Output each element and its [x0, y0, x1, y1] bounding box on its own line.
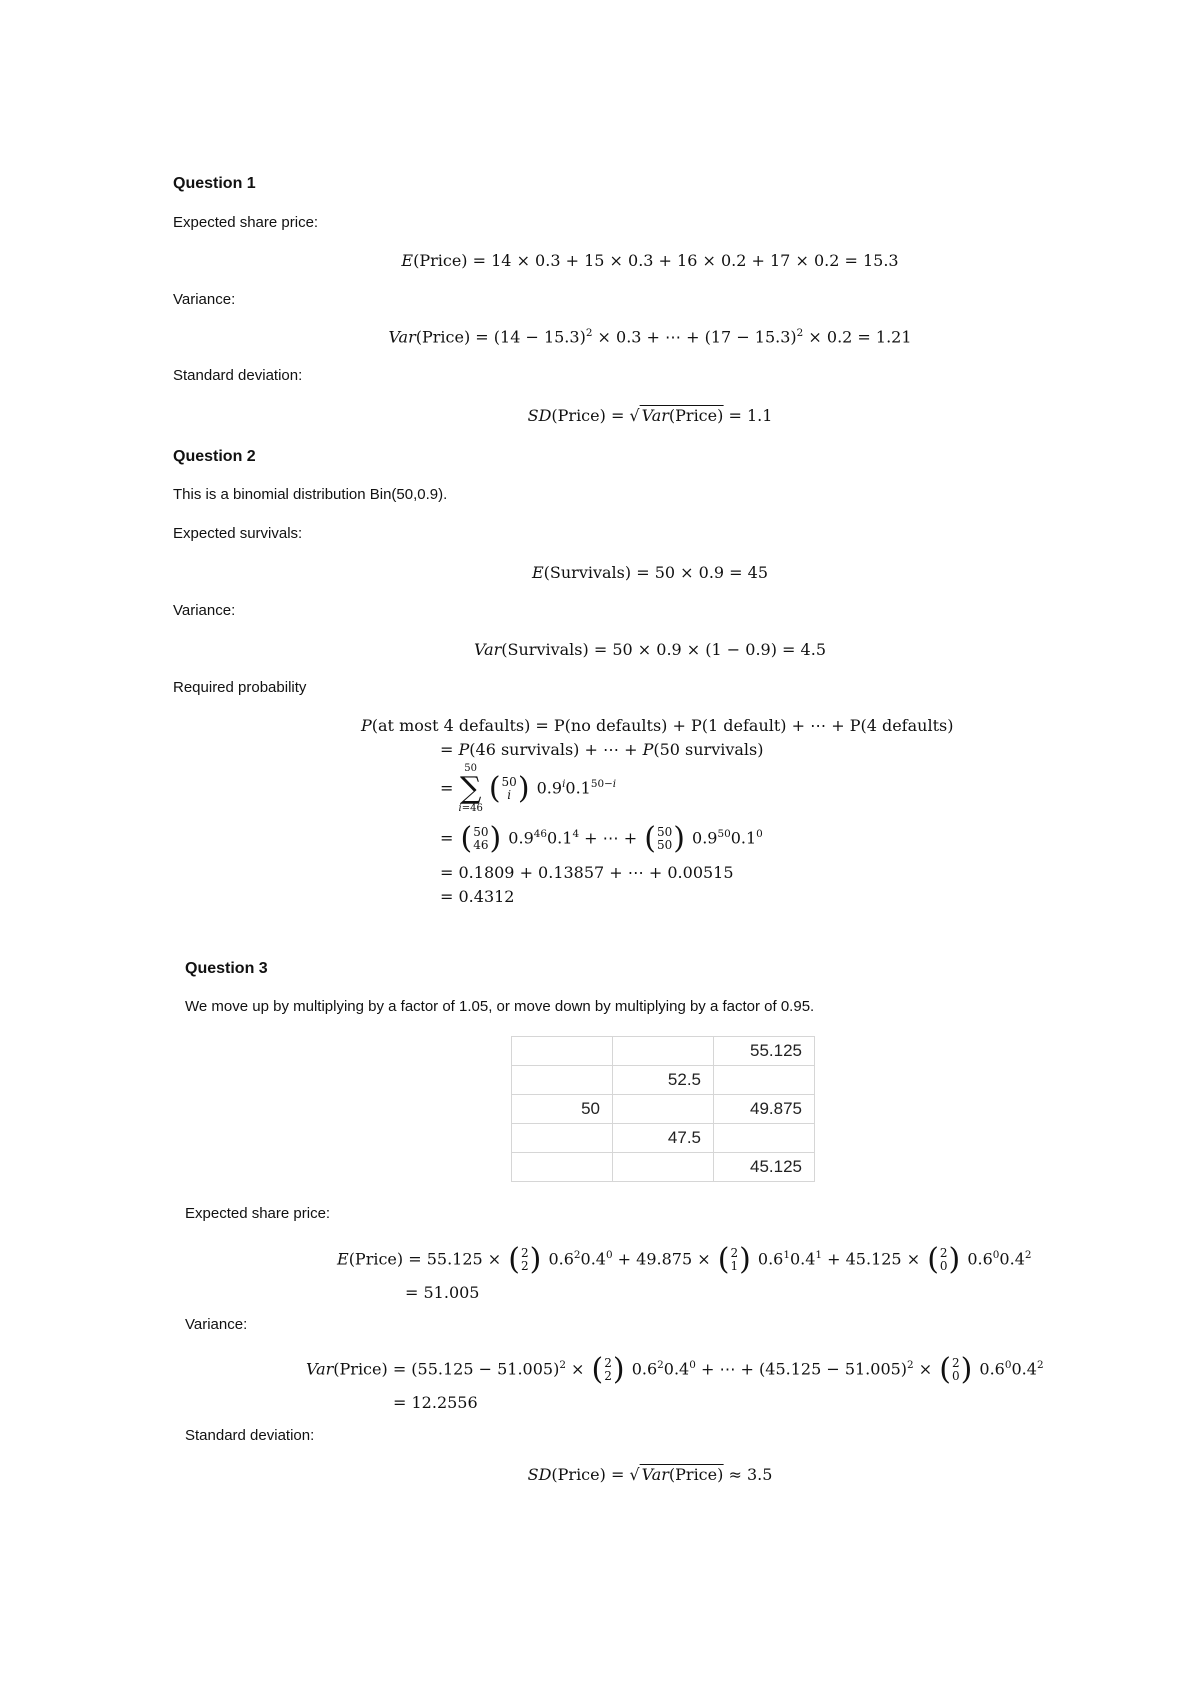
q2-variance-equation: Var(Survivals) = 50 × 0.9 × (1 − 0.9) = 4.5: [474, 640, 826, 659]
q3-variance-equation-line-1: Var(Price) = $(55.125 - 51.005)^2$ × ( 2 2 ) $0.6^20.4^0$ + ⋯ + $(45.125 - 51.005)^2$ × ( 2 0 ) $0.6^00.4^2$: [306, 1352, 1044, 1387]
table-cell: [714, 1066, 815, 1095]
table-cell: [613, 1095, 714, 1124]
question-1-heading: Question 1: [173, 175, 256, 192]
table-row: [512, 1037, 815, 1066]
q2-prob-line-1: P(at most 4 defaults) = P(no defaults) + P(1 default) + ⋯ + P(4 defaults): [361, 716, 954, 735]
q1-variance-equation: Var(Price) = $(14 - 15.3)^2 \times 0.3$ + ⋯ + $(17 - 15.3)^2 \times 0.2 = 1.21$: [388, 327, 912, 347]
table-row: [512, 1095, 815, 1124]
q1-sd-equation: SD(Price) = √ Var(Price) = 1.1: [527, 406, 773, 425]
table-cell: 45.125: [714, 1153, 815, 1182]
q3-expected-equation-line-2: = 51.005: [405, 1283, 480, 1302]
question-3-heading: Question 3: [185, 960, 268, 977]
q1-sd-label: Standard deviation:: [173, 367, 303, 384]
q3-variance-label: Variance:: [185, 1316, 248, 1333]
table-row: [512, 1153, 815, 1182]
q1-expected-equation: E(Price) = 14 × 0.3 + 15 × 0.3 + 16 × 0.2 + 17 × 0.2 = 15.3: [401, 251, 899, 270]
q2-prob-line-2: = P(46 survivals) + ⋯ + P(50 survivals): [440, 740, 764, 759]
summation-symbol: 50 ∑ i=46: [458, 763, 483, 814]
q2-prob-line-6: = 0.4312: [440, 887, 515, 906]
table-cell: 52.5: [613, 1066, 714, 1095]
table-cell: [613, 1153, 714, 1182]
q2-prob-label: Required probability: [173, 679, 307, 696]
table-cell: 50: [512, 1095, 613, 1124]
question-2-heading: Question 2: [173, 448, 256, 465]
q2-expected-label: Expected survivals:: [173, 525, 303, 542]
q3-intro: We move up by multiplying by a factor of 1.05, or move down by multiplying by a factor of 0.95.: [185, 998, 815, 1015]
table-cell: [512, 1153, 613, 1182]
q1-expected-label: Expected share price:: [173, 214, 319, 231]
q3-expected-label: Expected share price:: [185, 1205, 331, 1222]
binomial-tree-table: [511, 1036, 815, 1182]
table-cell: [512, 1066, 613, 1095]
table-cell: 49.875: [714, 1095, 815, 1124]
table-cell: [512, 1037, 613, 1066]
q2-prob-line-5: = 0.1809 + 0.13857 + ⋯ + 0.00515: [440, 863, 734, 882]
q2-prob-line-4: = ( 50 46 ) $0.9^{46}0.1^4$ + ⋯ + ( 50 50 ) $0.9^{50}0.1^0$: [440, 821, 763, 856]
q2-intro: This is a binomial distribution Bin(50,0.9).: [173, 486, 448, 503]
table-row: [512, 1066, 815, 1095]
q2-variance-label: Variance:: [173, 602, 236, 619]
q3-sd-equation: SD(Price) = √ Var(Price) ≈ 3.5: [527, 1465, 773, 1484]
q3-expected-equation-line-1: E(Price) = 55.125 × ( 2 2 ) $0.6^20.4^0 + 49.875$ × ( 2 1 ) $0.6^10.4^1 + 45.125$ × ( 2 0 ) $0.6^00.4^2$: [337, 1242, 1032, 1277]
q2-expected-equation: E(Survivals) = 50 × 0.9 = 45: [531, 563, 769, 582]
q3-sd-label: Standard deviation:: [185, 1427, 315, 1444]
table-cell: [512, 1124, 613, 1153]
table-cell: [714, 1124, 815, 1153]
table-cell: [613, 1037, 714, 1066]
table-row: [512, 1124, 815, 1153]
q2-prob-line-3: = 50 ∑ i=46 ( 50 i ) $0.9^i0.1^{50-i}$: [440, 763, 617, 814]
q1-variance-label: Variance:: [173, 291, 236, 308]
table-cell: 55.125: [714, 1037, 815, 1066]
table-cell: 47.5: [613, 1124, 714, 1153]
q3-variance-equation-line-2: = 12.2556: [393, 1393, 478, 1412]
